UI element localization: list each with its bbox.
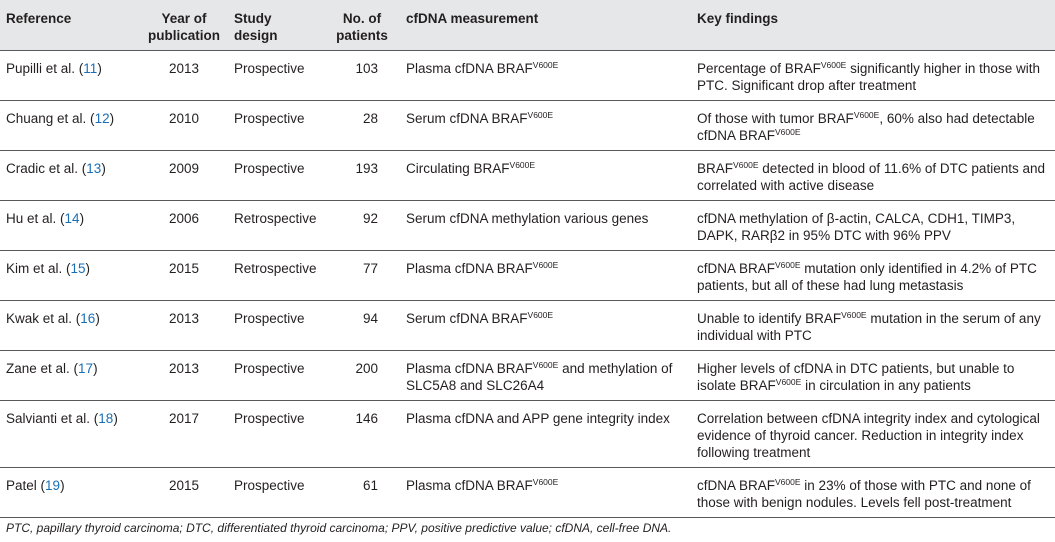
cell-year: 2009 [140,151,228,201]
table-row [0,401,1055,468]
table-row [0,51,1055,101]
cell-findings: cfDNA $BRAF^{V600E}$ in 23% of those with PTC and none of those with benign nodules. Levels fell post-treatment [691,468,1055,518]
cell-reference: Cradic et al. (13) [0,151,140,201]
table-header-row [0,0,1055,51]
cell-patients: 200 [324,351,400,401]
cell-cfdna: Plasma cfDNA $BRAF^{V600E}$ and methylation of SLC5A8 and SLC26A4 [400,351,691,401]
cell-year: 2015 [140,251,228,301]
superscript-v600e: V600E [509,160,536,170]
cell-patients: 146 [324,401,400,468]
table-row [0,201,1055,251]
reference-link[interactable]: 18 [98,411,114,426]
cell-reference: Chuang et al. (12) [0,101,140,151]
cell-cfdna: Serum cfDNA $BRAF^{V600E}$ [400,301,691,351]
cell-design: Prospective [228,351,324,401]
superscript-v600e: V600E [775,477,801,487]
cell-year: 2015 [140,468,228,518]
cell-year: 2010 [140,101,228,151]
cell-design: Prospective [228,151,324,201]
table-row [0,468,1055,518]
header-patients: No. of patients [336,11,388,43]
reference-link[interactable]: 19 [45,478,61,493]
cell-cfdna: Serum cfDNA $BRAF^{V600E}$ [400,101,691,151]
cell-findings: Higher levels of cfDNA in DTC patients, but unable to isolate $BRAF^{V600E}$ in circulation in any patients [691,351,1055,401]
cell-year: 2013 [140,51,228,101]
superscript-v600e: V600E [775,127,801,137]
cell-design: Prospective [228,401,324,468]
cell-patients: 103 [324,51,400,101]
superscript-v600e: V600E [532,260,559,270]
header-cfdna: cfDNA measurement [406,11,539,26]
header-year: Year of publication [148,11,220,43]
cell-reference: Hu et al. (14) [0,201,140,251]
superscript-v600e: V600E [532,360,559,370]
superscript-v600e: V600E [532,477,559,487]
cell-cfdna: Circulating $BRAF^{V600E}$ [400,151,691,201]
cell-year: 2013 [140,301,228,351]
cell-reference: Salvianti et al. (18) [0,401,140,468]
cell-patients: 92 [324,201,400,251]
reference-link[interactable]: 13 [86,161,102,176]
superscript-v600e: V600E [527,310,554,320]
cell-year: 2017 [140,401,228,468]
cell-design: Prospective [228,468,324,518]
superscript-v600e: V600E [775,260,801,270]
cell-patients: 193 [324,151,400,201]
cell-design: Retrospective [228,201,324,251]
cell-year: 2013 [140,351,228,401]
cell-findings: $BRAF^{V600E}$ detected in blood of 11.6% of DTC patients and correlated with active disease [691,151,1055,201]
cell-patients: 77 [324,251,400,301]
reference-link[interactable]: 14 [64,211,80,226]
superscript-v600e: V600E [733,160,759,170]
header-reference: Reference [6,11,72,26]
superscript-v600e: V600E [527,110,554,120]
reference-link[interactable]: 15 [70,261,86,276]
cell-reference: Kwak et al. (16) [0,301,140,351]
cell-findings: cfDNA methylation of β-actin, CALCA, CDH1, TIMP3, DAPK, RARβ2 in 95% DTC with 96% PPV [691,201,1055,251]
cell-design: Prospective [228,101,324,151]
cell-cfdna: Plasma cfDNA and APP gene integrity index [400,401,691,468]
superscript-v600e: V600E [532,60,559,70]
cell-patients: 94 [324,301,400,351]
superscript-v600e: V600E [841,310,867,320]
cell-design: Prospective [228,51,324,101]
table-row [0,101,1055,151]
cell-reference: Kim et al. (15) [0,251,140,301]
cell-reference: Pupilli et al. (11) [0,51,140,101]
table-row [0,351,1055,401]
table-footnote: PTC, papillary thyroid carcinoma; DTC, differentiated thyroid carcinoma; PPV, positive predictive value; cfDNA, cell-free DNA. [6,521,672,535]
reference-link[interactable]: 12 [94,111,110,126]
cell-patients: 28 [324,101,400,151]
reference-link[interactable]: 16 [80,311,96,326]
cell-findings: Unable to identify $BRAF^{V600E}$ mutation in the serum of any individual with PTC [691,301,1055,351]
cell-findings: Of those with tumor $BRAF^{V600E}$, 60% also had detectable cfDNA $BRAF^{V600E}$ [691,101,1055,151]
cell-reference: Zane et al. (17) [0,351,140,401]
cell-findings: cfDNA $BRAF^{V600E}$ mutation only identified in 4.2% of PTC patients, but all of these had lung metastasis [691,251,1055,301]
cell-year: 2006 [140,201,228,251]
table-row [0,301,1055,351]
header-findings: Key findings [697,11,779,26]
superscript-v600e: V600E [775,377,802,387]
superscript-v600e: V600E [853,110,880,120]
cell-cfdna: Serum cfDNA methylation various genes [400,201,691,251]
cell-findings: Correlation between cfDNA integrity index and cytological evidence of thyroid cancer. Reduction in integrity index following treatment [691,401,1055,468]
header-design: Study design [234,11,278,43]
cell-findings: Percentage of $BRAF^{V600E}$ significantly higher in those with PTC. Significant drop after treatment [691,51,1055,101]
cell-cfdna: Plasma cfDNA $BRAF^{V600E}$ [400,51,691,101]
table-row [0,251,1055,301]
cell-cfdna: Plasma cfDNA $BRAF^{V600E}$ [400,468,691,518]
table-row [0,151,1055,201]
cell-cfdna: Plasma cfDNA $BRAF^{V600E}$ [400,251,691,301]
cell-design: Prospective [228,301,324,351]
cell-design: Retrospective [228,251,324,301]
reference-link[interactable]: 11 [83,61,98,76]
cell-patients: 61 [324,468,400,518]
cell-reference: Patel (19) [0,468,140,518]
reference-link[interactable]: 17 [78,361,94,376]
superscript-v600e: V600E [820,60,847,70]
